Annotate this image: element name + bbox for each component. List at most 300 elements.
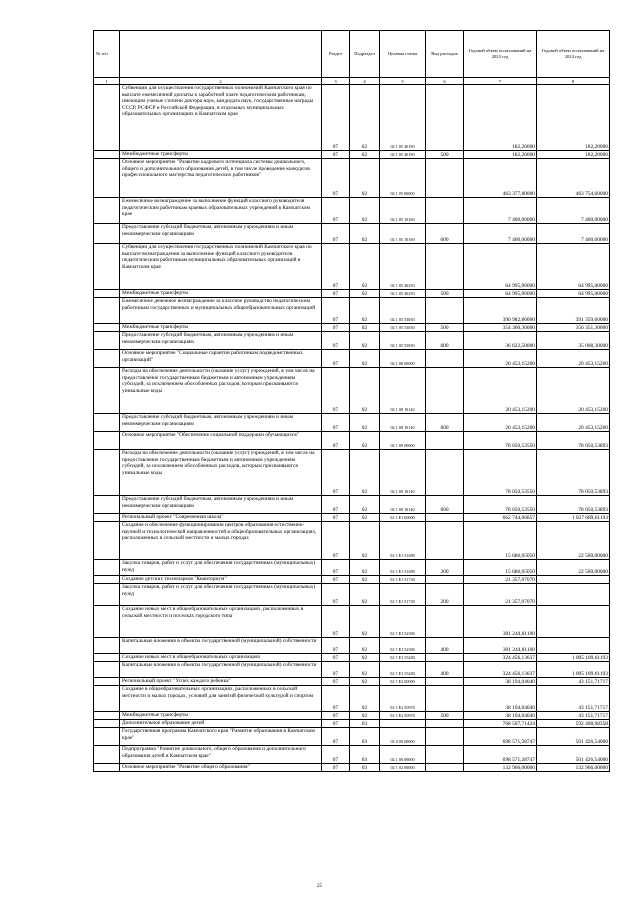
cell-vr: 200 [426, 584, 464, 606]
cell-y2024 [537, 638, 610, 654]
table-row [94, 514, 610, 522]
table-row [94, 151, 610, 159]
cell-y2023: 662 744,06857 [464, 514, 537, 522]
table-row [94, 746, 610, 764]
cell-vr [426, 686, 464, 712]
cell-y2023: 36 622,50000 [464, 332, 537, 350]
table-row [94, 450, 610, 496]
cell-podrazdel: 02 [350, 638, 380, 654]
cell-y2024: 20 453,15200 [537, 368, 610, 414]
cell-podrazdel: 03 [350, 728, 380, 746]
cell-podrazdel: 02 [350, 350, 380, 368]
cell-y2023: 324 456,13637 [464, 654, 537, 662]
cell-name: Создание и обеспечение функционирования центров образования естественно-научной и технологической направленностей в общеобразовательных организациях, расположенных в сельской местности и малых городах [120, 522, 322, 560]
cell-csr: 02 1 05 53030 [380, 298, 426, 324]
cell-vr [426, 522, 464, 560]
cell-y2023: 301 244,81100 [464, 606, 537, 638]
header-2024: Годовой объем ассигнований на 2024 год [537, 31, 610, 78]
cell-podrazdel: 02 [350, 324, 380, 332]
column-number: 5 [380, 78, 426, 85]
cell-num [94, 198, 120, 224]
table-row [94, 560, 610, 576]
cell-csr: 02 1 E1 00000 [380, 514, 426, 522]
cell-razdel: 07 [322, 678, 350, 686]
cell-razdel: 07 [322, 746, 350, 764]
cell-razdel: 07 [322, 584, 350, 606]
cell-num [94, 324, 120, 332]
cell-csr: 02 1 02 00000 [380, 764, 426, 772]
column-number: 3 [322, 78, 350, 85]
table-row [94, 350, 610, 368]
cell-y2023: 182,20000 [464, 151, 537, 159]
cell-razdel: 07 [322, 350, 350, 368]
cell-num [94, 496, 120, 514]
cell-name: Основное мероприятие "Социальные гарантии работникам подведомственных организаций" [120, 350, 322, 368]
cell-vr [426, 720, 464, 728]
cell-podrazdel: 02 [350, 560, 380, 576]
cell-y2024: 78 050,53893 [537, 496, 610, 514]
cell-y2023: 38 194,04040 [464, 686, 537, 712]
cell-razdel: 07 [322, 662, 350, 678]
cell-num [94, 522, 120, 560]
cell-vr [426, 606, 464, 638]
header-razdel: Раздел [322, 31, 350, 78]
table-row [94, 686, 610, 712]
cell-y2023: 132 966,00000 [464, 764, 537, 772]
cell-y2024: 7 400,00000 [537, 224, 610, 244]
cell-csr: 02 1 E1 55200 [380, 654, 426, 662]
cell-csr: 02 1 05 40250 [380, 244, 426, 290]
cell-podrazdel: 02 [350, 686, 380, 712]
cell-name: Основное мероприятие "Развитие общего образования" [120, 764, 322, 772]
cell-y2024: 501 426,54000 [537, 746, 610, 764]
cell-y2024: 501 426,54000 [537, 728, 610, 746]
cell-y2023: 698 571,28747 [464, 728, 537, 746]
cell-razdel: 07 [322, 686, 350, 712]
cell-csr: 02 0 00 00000 [380, 728, 426, 746]
cell-podrazdel: 02 [350, 151, 380, 159]
cell-y2023: 20 453,15200 [464, 368, 537, 414]
cell-name: Создание новых мест в общеобразовательных организациях, расположенных в сельской местности и поселках городского типа [120, 606, 322, 638]
cell-vr [426, 298, 464, 324]
cell-name: Межбюджетные трансферты [120, 324, 322, 332]
cell-y2024 [537, 576, 610, 584]
cell-podrazdel: 03 [350, 764, 380, 772]
cell-podrazdel: 02 [350, 368, 380, 414]
cell-num [94, 224, 120, 244]
cell-csr: 02 1 09 10140 [380, 496, 426, 514]
cell-num [94, 678, 120, 686]
cell-y2024: 43 151,71717 [537, 686, 610, 712]
cell-razdel: 07 [322, 496, 350, 514]
cell-csr: 02 1 05 40190 [380, 151, 426, 159]
cell-csr: 02 1 05 00000 [380, 159, 426, 198]
cell-name: Расходы на обеспечение деятельности (оказание услуг) учреждений, в том числе на предоставление государственным бюджетным и автономным учреждениям субсидий, за исключением обособленных расходов, которым присваиваются уникальные коды [120, 368, 322, 414]
cell-y2024: 35 008,30000 [537, 332, 610, 350]
cell-vr [426, 350, 464, 368]
cell-razdel: 07 [322, 151, 350, 159]
cell-y2023: 15 686,05050 [464, 522, 537, 560]
cell-razdel: 07 [322, 298, 350, 324]
cell-y2023: 390 982,80000 [464, 298, 537, 324]
cell-csr: 02 1 05 53030 [380, 332, 426, 350]
cell-y2024: 78 050,53893 [537, 450, 610, 496]
cell-num [94, 350, 120, 368]
cell-csr: 02 1 E1 51730 [380, 576, 426, 584]
table-row [94, 728, 610, 746]
cell-vr [426, 746, 464, 764]
cell-y2023: 21 357,07070 [464, 576, 537, 584]
cell-podrazdel: 02 [350, 496, 380, 514]
cell-num [94, 606, 120, 638]
table-row [94, 198, 610, 224]
cell-vr [426, 728, 464, 746]
table-row [94, 244, 610, 290]
cell-y2023: 182,20000 [464, 85, 537, 151]
budget-table [93, 30, 610, 772]
cell-razdel: 07 [322, 159, 350, 198]
cell-y2023: 7 400,00000 [464, 224, 537, 244]
cell-csr: 02 1 E1 52300 [380, 638, 426, 654]
cell-podrazdel: 02 [350, 159, 380, 198]
table-row [94, 584, 610, 606]
cell-razdel: 07 [322, 764, 350, 772]
cell-name: Закупка товаров, работ и услуг для обеспечения государственных (муниципальных) нужд [120, 584, 322, 606]
cell-razdel: 07 [322, 576, 350, 584]
column-number: 6 [426, 78, 464, 85]
cell-csr: 02 1 05 10160 [380, 224, 426, 244]
cell-razdel: 07 [322, 224, 350, 244]
cell-num [94, 584, 120, 606]
cell-y2024: 43 151,71717 [537, 712, 610, 720]
cell-vr: 500 [426, 712, 464, 720]
cell-name: Межбюджетные трансферты [120, 712, 322, 720]
cell-num [94, 560, 120, 576]
table-row [94, 522, 610, 560]
table-row [94, 496, 610, 514]
cell-num [94, 244, 120, 290]
cell-name: Капитальные вложения в объекты государственной (муниципальной) собственности [120, 638, 322, 654]
cell-name: Субвенции для осуществления государственных полномочий Камчатского края по выплате вознаграждения за выполнение функций классного руководителя педагогическим работникам муниципальных образовательных организаций в Камчатском крае [120, 244, 322, 290]
cell-csr: 02 1 00 00000 [380, 746, 426, 764]
cell-num [94, 298, 120, 324]
cell-num [94, 432, 120, 450]
header-row [94, 31, 610, 78]
cell-name: Ежемесячное вознаграждение за выполнение функций классного руководителя педагогическим работникам краевых образовательных учреждений в Камчатском крае [120, 198, 322, 224]
cell-num [94, 85, 120, 151]
table-row [94, 654, 610, 662]
cell-name: Создание детских технопарков "Кванториум" [120, 576, 322, 584]
cell-razdel: 07 [322, 332, 350, 350]
cell-vr [426, 85, 464, 151]
cell-vr [426, 450, 464, 496]
cell-num [94, 414, 120, 432]
cell-razdel: 07 [322, 720, 350, 728]
cell-y2024: 182,20000 [537, 151, 610, 159]
cell-razdel: 07 [322, 606, 350, 638]
cell-csr [380, 720, 426, 728]
table-body [94, 85, 610, 772]
table-row [94, 720, 610, 728]
cell-name: Предоставление субсидий бюджетным, автономным учреждениям и иным некоммерческим организациям [120, 496, 322, 514]
cell-y2024: 463 754,60000 [537, 159, 610, 198]
cell-y2023: 38 194,04040 [464, 678, 537, 686]
header-name [120, 31, 322, 78]
cell-csr: 02 1 E2 50970 [380, 712, 426, 720]
cell-num [94, 151, 120, 159]
cell-razdel: 07 [322, 244, 350, 290]
cell-vr: 600 [426, 414, 464, 432]
cell-y2023: 20 453,15200 [464, 414, 537, 432]
cell-name: Предоставление субсидий бюджетным, автономным учреждениям и иным некоммерческим организациям [120, 414, 322, 432]
cell-name: Подпрограмма "Развитие дошкольного, общего образования и дополнительного образования детей в Камчатском крае" [120, 746, 322, 764]
cell-podrazdel: 02 [350, 224, 380, 244]
cell-y2023: 20 453,15200 [464, 350, 537, 368]
cell-csr: 02 1 E1 51730 [380, 584, 426, 606]
header-2023: Годовой объем ассигнований на 2023 год [464, 31, 537, 78]
table-row [94, 678, 610, 686]
cell-podrazdel: 02 [350, 522, 380, 560]
cell-razdel: 07 [322, 290, 350, 298]
cell-razdel: 07 [322, 654, 350, 662]
cell-vr [426, 576, 464, 584]
cell-podrazdel: 02 [350, 298, 380, 324]
cell-y2023: 78 050,53550 [464, 432, 537, 450]
cell-name: Ежемесячное денежное вознаграждение за классное руководство педагогическим работникам государственных и муниципальных общеобразовательных организаций [120, 298, 322, 324]
column-number-row [94, 78, 610, 85]
cell-name: Межбюджетные трансферты [120, 151, 322, 159]
cell-y2024: 1 005 189,61193 [537, 654, 610, 662]
cell-csr: 02 1 E1 52300 [380, 606, 426, 638]
table-row [94, 368, 610, 414]
cell-razdel: 07 [322, 324, 350, 332]
cell-vr [426, 654, 464, 662]
cell-razdel: 07 [322, 522, 350, 560]
cell-podrazdel: 02 [350, 450, 380, 496]
table-row [94, 712, 610, 720]
cell-csr: 02 1 09 00000 [380, 432, 426, 450]
cell-name: Закупка товаров, работ и услуг для обеспечения государственных (муниципальных) нужд [120, 560, 322, 576]
cell-name: Региональный проект "Современная школа" [120, 514, 322, 522]
cell-y2024: 7 400,00000 [537, 198, 610, 224]
column-number: 4 [350, 78, 380, 85]
cell-vr: 600 [426, 332, 464, 350]
cell-razdel: 07 [322, 560, 350, 576]
cell-podrazdel: 02 [350, 85, 380, 151]
cell-vr [426, 432, 464, 450]
cell-csr: 02 1 05 40190 [380, 85, 426, 151]
cell-podrazdel: 02 [350, 198, 380, 224]
cell-y2023: 301 244,81100 [464, 638, 537, 654]
cell-name: Дополнительное образование детей [120, 720, 322, 728]
cell-y2024: 356 351,30000 [537, 324, 610, 332]
cell-podrazdel: 02 [350, 514, 380, 522]
cell-y2023: 768 507,71424 [464, 720, 537, 728]
table-row [94, 290, 610, 298]
cell-num [94, 662, 120, 678]
cell-csr: 02 1 05 53030 [380, 324, 426, 332]
cell-y2024: 43 151,71717 [537, 678, 610, 686]
cell-vr [426, 678, 464, 686]
cell-razdel: 07 [322, 638, 350, 654]
cell-name: Расходы на обеспечение деятельности (оказание услуг) учреждений, в том числе на предоставление государственным бюджетным и автономным учреждениям субсидий, за исключением обособленных расходов, которым присваиваются уникальные коды [120, 450, 322, 496]
cell-razdel: 07 [322, 712, 350, 720]
cell-name: Региональный проект "Успех каждого ребенка" [120, 678, 322, 686]
table-row [94, 298, 610, 324]
cell-razdel: 07 [322, 198, 350, 224]
cell-name: Межбюджетные трансферты [120, 290, 322, 298]
column-number: 8 [537, 78, 610, 85]
cell-num [94, 576, 120, 584]
cell-y2024 [537, 606, 610, 638]
cell-y2023: 38 194,04040 [464, 712, 537, 720]
cell-vr [426, 764, 464, 772]
cell-num [94, 332, 120, 350]
cell-num [94, 720, 120, 728]
cell-podrazdel: 03 [350, 746, 380, 764]
cell-podrazdel: 02 [350, 606, 380, 638]
cell-vr: 400 [426, 638, 464, 654]
table-row [94, 224, 610, 244]
cell-csr: 02 1 09 10140 [380, 450, 426, 496]
cell-vr [426, 198, 464, 224]
cell-num [94, 746, 120, 764]
cell-name: Создание в общеобразовательных организациях, расположенных в сельской местности и малых городах, условий для занятий физической культурой и спортом [120, 686, 322, 712]
cell-name: Создание новых мест в общеобразовательных организациях [120, 654, 322, 662]
cell-y2024: 64 995,00000 [537, 290, 610, 298]
cell-name: Основное мероприятие "Развитие кадрового потенциала системы дошкольного, общего и дополнительного образования детей, в том числе проведение конкурсов профессионального мастерства педагогических работников" [120, 159, 322, 198]
cell-razdel: 07 [322, 514, 350, 522]
header-num: № п/п [94, 31, 120, 78]
cell-razdel: 07 [322, 368, 350, 414]
cell-podrazdel: 02 [350, 576, 380, 584]
cell-razdel: 07 [322, 450, 350, 496]
cell-name: Предоставление субсидий бюджетным, автономным учреждениям и иным некоммерческим организациям [120, 224, 322, 244]
cell-y2024: 78 050,53893 [537, 432, 610, 450]
cell-y2023: 354 360,30000 [464, 324, 537, 332]
table-row [94, 159, 610, 198]
table-row [94, 332, 610, 350]
cell-csr: 02 1 E1 51690 [380, 522, 426, 560]
table-row [94, 324, 610, 332]
cell-csr: 02 1 08 10140 [380, 368, 426, 414]
cell-num [94, 764, 120, 772]
cell-y2023: 324 456,13637 [464, 662, 537, 678]
table-row [94, 432, 610, 450]
cell-y2024: 592 408,98358 [537, 720, 610, 728]
cell-csr: 02 1 08 10140 [380, 414, 426, 432]
cell-num [94, 514, 120, 522]
cell-y2024: 20 453,15200 [537, 350, 610, 368]
cell-y2023: 698 571,28747 [464, 746, 537, 764]
header-vr: Вид расходов [426, 31, 464, 78]
table-row [94, 85, 610, 151]
table-row [94, 662, 610, 678]
cell-podrazdel: 02 [350, 432, 380, 450]
cell-num [94, 728, 120, 746]
cell-csr: 02 1 05 10160 [380, 198, 426, 224]
cell-podrazdel: 03 [350, 720, 380, 728]
cell-y2023: 64 995,00000 [464, 244, 537, 290]
cell-csr: 02 1 E1 55200 [380, 662, 426, 678]
cell-csr: 02 1 08 00000 [380, 350, 426, 368]
cell-y2024: 1 027 689,61193 [537, 514, 610, 522]
cell-num [94, 654, 120, 662]
cell-vr: 600 [426, 224, 464, 244]
cell-podrazdel: 02 [350, 290, 380, 298]
cell-num [94, 686, 120, 712]
cell-y2023: 21 357,07070 [464, 584, 537, 606]
cell-y2023: 463 377,80000 [464, 159, 537, 198]
cell-vr [426, 368, 464, 414]
cell-podrazdel: 02 [350, 654, 380, 662]
cell-csr: 02 1 E2 50970 [380, 686, 426, 712]
cell-podrazdel: 02 [350, 712, 380, 720]
cell-y2024: 1 005 189,61193 [537, 662, 610, 678]
cell-y2023: 7 400,00000 [464, 198, 537, 224]
cell-vr: 200 [426, 560, 464, 576]
column-number: 1 [94, 78, 120, 85]
cell-vr [426, 514, 464, 522]
cell-vr: 500 [426, 290, 464, 298]
column-number: 7 [464, 78, 537, 85]
table-row [94, 764, 610, 772]
cell-y2024 [537, 584, 610, 606]
cell-y2023: 15 686,05050 [464, 560, 537, 576]
cell-y2023: 78 050,53550 [464, 496, 537, 514]
cell-num [94, 638, 120, 654]
header-csr: Целевая статья [380, 31, 426, 78]
cell-y2024: 391 359,60000 [537, 298, 610, 324]
cell-vr: 500 [426, 324, 464, 332]
cell-vr: 500 [426, 151, 464, 159]
cell-vr: 600 [426, 496, 464, 514]
cell-vr [426, 244, 464, 290]
cell-num [94, 290, 120, 298]
cell-podrazdel: 02 [350, 414, 380, 432]
cell-y2023: 64 995,00000 [464, 290, 537, 298]
cell-name: Капитальные вложения в объекты государственной (муниципальной) собственности [120, 662, 322, 678]
table-row [94, 638, 610, 654]
cell-y2023: 78 050,53550 [464, 450, 537, 496]
cell-podrazdel: 02 [350, 584, 380, 606]
table-row [94, 606, 610, 638]
header-podrazdel: Подраздел [350, 31, 380, 78]
cell-vr: 400 [426, 662, 464, 678]
cell-name: Основное мероприятие "Обеспечение социальной поддержки обучающихся" [120, 432, 322, 450]
cell-num [94, 368, 120, 414]
cell-y2024: 182,20000 [537, 85, 610, 151]
cell-y2024: 22 500,00000 [537, 522, 610, 560]
cell-num [94, 712, 120, 720]
column-number: 2 [120, 78, 322, 85]
cell-podrazdel: 02 [350, 678, 380, 686]
cell-y2024: 132 966,00000 [537, 764, 610, 772]
cell-num [94, 450, 120, 496]
cell-razdel: 07 [322, 85, 350, 151]
cell-y2024: 20 453,15200 [537, 414, 610, 432]
cell-y2024: 22 500,00000 [537, 560, 610, 576]
cell-csr: 02 1 05 40250 [380, 290, 426, 298]
cell-num [94, 159, 120, 198]
cell-y2024: 64 995,00000 [537, 244, 610, 290]
cell-csr: 02 1 E2 00000 [380, 678, 426, 686]
cell-razdel: 07 [322, 414, 350, 432]
cell-podrazdel: 02 [350, 244, 380, 290]
cell-vr [426, 159, 464, 198]
cell-csr: 02 1 E1 51690 [380, 560, 426, 576]
table-row [94, 576, 610, 584]
